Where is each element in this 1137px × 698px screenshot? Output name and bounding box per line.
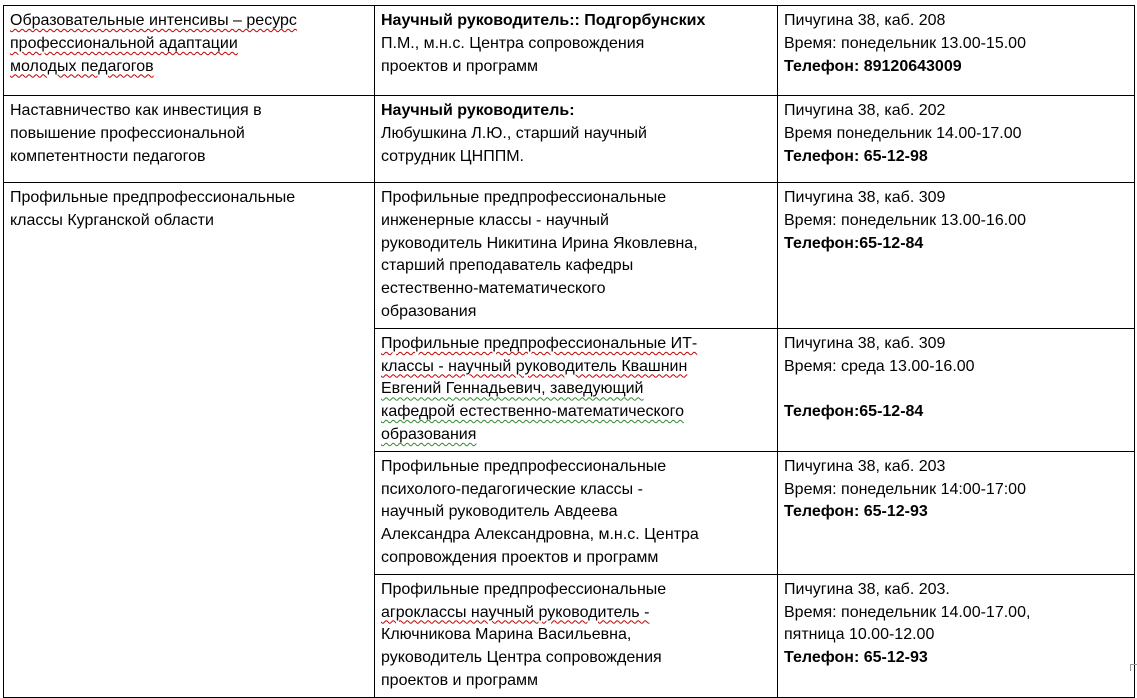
supervisor-line: научный руководитель Авдеева: [381, 503, 618, 521]
supervisor-line: проектов и программ: [381, 671, 539, 689]
time: Время: понедельник 14:00-17:00: [784, 480, 1026, 498]
time: Время: понедельник 13.00-16.00: [784, 211, 1026, 229]
supervisor-line: Профильные предпрофессиональные ИТ-: [381, 334, 698, 352]
table-row: [4, 6, 1135, 96]
supervisor-line: агроклассы научный руководитель -: [381, 603, 650, 621]
time: Время: понедельник 14.00-17.00,: [784, 603, 1031, 621]
supervisor-line: П.М., м.н.с. Центра сопровождения: [381, 34, 645, 52]
phone: Телефон: 89120643009: [784, 57, 962, 75]
supervisor-line: Евгений Геннадьевич, заведующий: [381, 380, 644, 398]
contact-cell: [778, 6, 1135, 96]
supervisor-line: инженерные классы - научный: [381, 211, 609, 229]
supervisor-line: классы - научный руководитель Квашнин: [381, 357, 688, 375]
phone: Телефон:65-12-84: [784, 403, 924, 421]
supervisor-line: Профильные предпрофессиональные: [381, 457, 667, 475]
contact-cell: [778, 96, 1135, 183]
address: Пичугина 38, каб. 309: [784, 189, 946, 206]
time: Время понедельник 14.00-17.00: [784, 124, 1022, 142]
supervisor-line: Александра Александровна, м.н.с. Центра: [381, 526, 699, 544]
supervisor-line: Ключникова Марина Васильевна,: [381, 626, 632, 644]
supervisor-line: образования: [381, 425, 477, 443]
supervisor-line: руководитель Центра сопровождения: [381, 649, 662, 667]
address: Пичугина 38, каб. 202: [784, 102, 946, 119]
time: Время: среда 13.00-16.00: [784, 357, 975, 375]
supervisor-cell: [375, 574, 778, 697]
address: Пичугина 38, каб. 203: [784, 457, 946, 475]
topic-line: повышение профессиональной: [10, 124, 245, 142]
table-row: [4, 183, 1135, 329]
supervisor-cell: [375, 6, 778, 96]
time: пятница 10.00-12.00: [784, 626, 935, 644]
contact-cell: [778, 574, 1135, 697]
topic-line: профессиональной адаптации: [10, 34, 238, 52]
topic-line: Профильные предпрофессиональные: [10, 189, 296, 206]
address: Пичугина 38, каб. 208: [784, 12, 946, 29]
topic-cell: [4, 183, 375, 698]
supervisor-cell: [375, 328, 778, 451]
phone: Телефон:65-12-84: [784, 234, 924, 252]
supervisor-line: Научный руководитель:: Подгорбунских: [381, 12, 706, 29]
supervisor-line: Научный руководитель:: [381, 102, 575, 119]
supervisor-line: Любушкина Л.Ю., старший научный: [381, 124, 647, 142]
phone: Телефон: 65-12-93: [784, 503, 928, 521]
contact-cell: [778, 183, 1135, 329]
supervisor-line: сопровождения проектов и программ: [381, 548, 659, 566]
topic-line: классы Курганской области: [10, 211, 214, 229]
address: Пичугина 38, каб. 309: [784, 334, 946, 352]
address: Пичугина 38, каб. 203.: [784, 580, 950, 598]
page-corner-mark: [1130, 664, 1137, 671]
supervisor-line: кафедрой естественно-математического: [381, 403, 684, 421]
supervisor-line: проектов и программ: [381, 57, 539, 75]
supervisor-line: Профильные предпрофессиональные: [381, 580, 667, 598]
table-row: [4, 96, 1135, 183]
topic-cell: [4, 6, 375, 96]
supervisor-line: образования: [381, 302, 477, 320]
phone: Телефон: 65-12-98: [784, 147, 928, 165]
contact-cell: [778, 328, 1135, 451]
supervisor-line: руководитель Никитина Ирина Яковлевна,: [381, 234, 698, 252]
schedule-table: [3, 5, 1135, 698]
topic-line: Образовательные интенсивы – ресурс: [10, 12, 297, 29]
supervisor-line: старший преподаватель кафедры: [381, 257, 634, 275]
supervisor-line: сотрудник ЦНППМ.: [381, 147, 524, 165]
topic-line: компетентности педагогов: [10, 147, 206, 165]
topic-line: молодых педагогов: [10, 57, 154, 75]
phone: Телефон: 65-12-93: [784, 649, 928, 667]
topic-cell: [4, 96, 375, 183]
supervisor-line: Профильные предпрофессиональные: [381, 189, 667, 206]
topic-line: Наставничество как инвестиция в: [10, 102, 262, 119]
supervisor-cell: [375, 183, 778, 329]
time: Время: понедельник 13.00-15.00: [784, 34, 1026, 52]
supervisor-line: естественно-математического: [381, 280, 606, 298]
supervisor-cell: [375, 451, 778, 574]
supervisor-cell: [375, 96, 778, 183]
spacer: [784, 378, 1128, 401]
supervisor-line: психолого-педагогические классы -: [381, 480, 643, 498]
contact-cell: [778, 451, 1135, 574]
